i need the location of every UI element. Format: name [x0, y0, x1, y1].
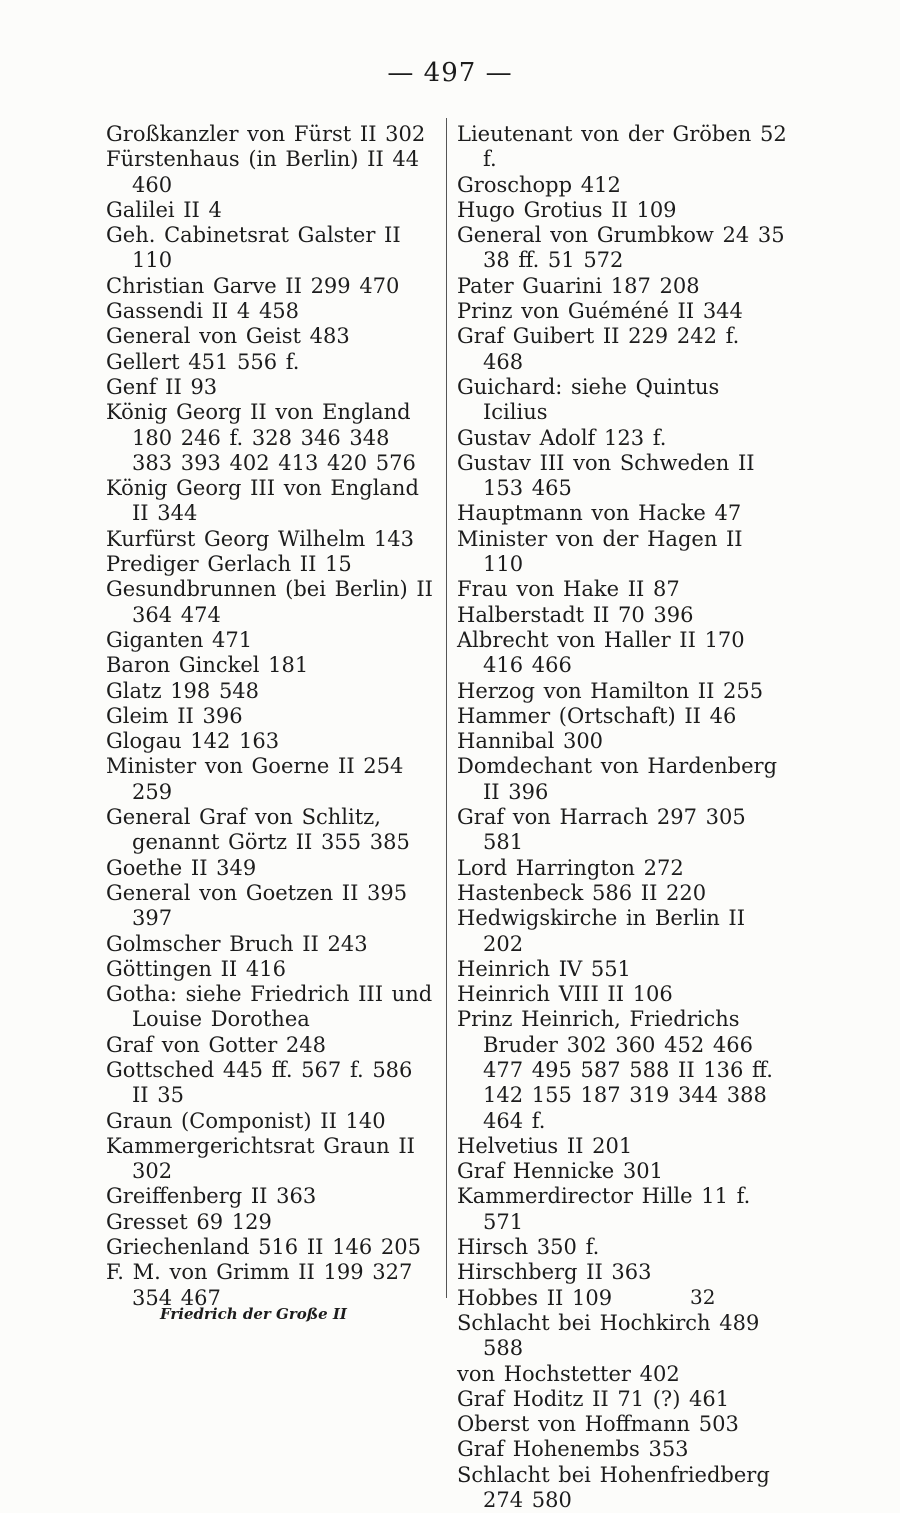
index-entry: Christian Garve II 299 470 — [106, 273, 400, 298]
index-entry: Lieutenant von der Gröben 52 f. — [457, 122, 787, 172]
index-entry: Pater Guarini 187 208 — [457, 273, 700, 298]
index-entry: Kammerdirector Hille 11 f. 571 — [457, 1184, 751, 1234]
index-entry: Herzog von Hamilton II 255 — [457, 678, 764, 703]
footer-signature: Friedrich der Große II — [160, 1305, 347, 1323]
index-entry: Graf von Gotter 248 — [106, 1032, 327, 1057]
index-entry: Hannibal 300 — [457, 729, 604, 754]
index-entry: König Georg II von England 180 246 f. 328 346 348 383 393 402 413 420 576 — [106, 400, 416, 475]
index-entry: Baron Ginckel 181 — [106, 653, 309, 678]
column-divider — [446, 118, 447, 1298]
index-entry: Graf Hohenembs 353 — [457, 1437, 689, 1462]
index-entry: König Georg III von England II 344 — [106, 476, 419, 526]
index-entry: Gesundbrunnen (bei Berlin) II 364 474 — [106, 577, 433, 627]
index-entry: Galilei II 4 — [106, 197, 222, 222]
index-entry: Graf Guibert II 229 242 f. 468 — [457, 324, 740, 374]
index-entry: Gotha: siehe Friedrich III und Louise Dorothea — [106, 982, 433, 1032]
index-entry: Helvetius II 201 — [457, 1133, 633, 1158]
index-entry: Großkanzler von Fürst II 302 — [106, 122, 426, 146]
index-entry: Hauptmann von Hacke 47 — [457, 501, 742, 526]
index-entry: Hirschberg II 363 — [457, 1260, 652, 1285]
index-entry: Gassendi II 4 458 — [106, 299, 300, 324]
index-entry: General von Grumbkow 24 35 38 ff. 51 572 — [457, 223, 785, 273]
index-entry: von Hochstetter 402 — [457, 1361, 680, 1386]
index-entry: Glatz 198 548 — [106, 678, 260, 703]
index-entry: Geh. Cabinetsrat Galster II 110 — [106, 223, 401, 273]
index-entry: Albrecht von Haller II 170 416 466 — [457, 627, 745, 678]
index-entry: Prinz von Guéméné II 344 — [457, 299, 743, 324]
index-entry: Griechenland 516 II 146 205 — [106, 1235, 421, 1260]
index-entry: Hobbes II 109 — [457, 1285, 613, 1310]
index-entry: General von Geist 483 — [106, 324, 350, 349]
index-entry: Minister von der Hagen II 110 — [457, 526, 743, 577]
index-entry: Gustav III von Schweden II 153 465 — [457, 450, 755, 501]
index-entry: Heinrich IV 551 — [457, 956, 631, 981]
index-entry: Fürstenhaus (in Berlin) II 44 460 — [106, 147, 420, 197]
index-entry: Greiffenberg II 363 — [106, 1184, 317, 1209]
index-entry: Schlacht bei Hohenfriedberg 274 580 — [457, 1462, 770, 1513]
index-column-right — [457, 122, 787, 1513]
index-entry: Guichard: siehe Quintus Icilius — [457, 374, 720, 425]
index-entry: Genf II 93 — [106, 374, 218, 399]
index-entry: Gottsched 445 ff. 567 f. 586 II 35 — [106, 1057, 413, 1108]
index-entry: Gleim II 396 — [106, 703, 243, 728]
index-entry: Goethe II 349 — [106, 855, 257, 880]
index-entry: Golmscher Bruch II 243 — [106, 931, 368, 956]
index-entry: Frau von Hake II 87 — [457, 577, 680, 602]
index-entry: Hammer (Ortschaft) II 46 — [457, 703, 737, 728]
index-entry: Prediger Gerlach II 15 — [106, 552, 352, 577]
index-entry: Giganten 471 — [106, 627, 253, 652]
index-entry: Halberstadt II 70 396 — [457, 602, 694, 627]
index-column-left — [106, 122, 436, 1311]
index-entry: Hastenbeck 586 II 220 — [457, 880, 707, 905]
index-entry: General Graf von Schlitz, genannt Görtz II 355 385 — [106, 805, 410, 855]
index-entry: Glogau 142 163 — [106, 729, 280, 754]
index-entry: Hirsch 350 f. — [457, 1235, 600, 1260]
index-entry: General von Goetzen II 395 397 — [106, 880, 408, 931]
index-entry: Kurfürst Georg Wilhelm 143 — [106, 526, 415, 551]
index-entry: Hugo Grotius II 109 — [457, 197, 677, 222]
index-entry: Oberst von Hoffmann 503 — [457, 1412, 739, 1437]
index-entry: Graf Hoditz II 71 (?) 461 — [457, 1386, 730, 1411]
index-entry: Heinrich VIII II 106 — [457, 982, 673, 1007]
index-entry: Graun (Componist) II 140 — [106, 1108, 386, 1133]
index-entry: Hedwigskirche in Berlin II 202 — [457, 906, 746, 956]
index-entry: Gustav Adolf 123 f. — [457, 425, 667, 450]
index-entry: Gresset 69 129 — [106, 1209, 272, 1234]
index-entry: Groschopp 412 — [457, 172, 621, 197]
sheet-number: 32 — [690, 1285, 716, 1309]
index-entry: Kammergerichtsrat Graun II 302 — [106, 1133, 415, 1184]
index-entry: Gellert 451 556 f. — [106, 349, 300, 374]
index-entry: Domdechant von Hardenberg II 396 — [457, 754, 778, 804]
index-entry: Lord Harrington 272 — [457, 855, 684, 880]
index-entry: Graf Hennicke 301 — [457, 1159, 663, 1184]
page-number: — 497 — — [387, 58, 513, 88]
index-entry: F. M. von Grimm II 199 327 354 467 — [106, 1260, 413, 1310]
index-entry: Göttingen II 416 — [106, 956, 286, 981]
index-entry: Minister von Goerne II 254 259 — [106, 754, 404, 804]
index-entry: Prinz Heinrich, Friedrichs Bruder 302 360 452 466 477 495 587 588 II 136 ff. 142 155 187 319 344 388 464 f. — [457, 1007, 773, 1133]
index-entry: Graf von Harrach 297 305 581 — [457, 805, 746, 855]
index-entry: Schlacht bei Hochkirch 489 588 — [457, 1310, 760, 1361]
